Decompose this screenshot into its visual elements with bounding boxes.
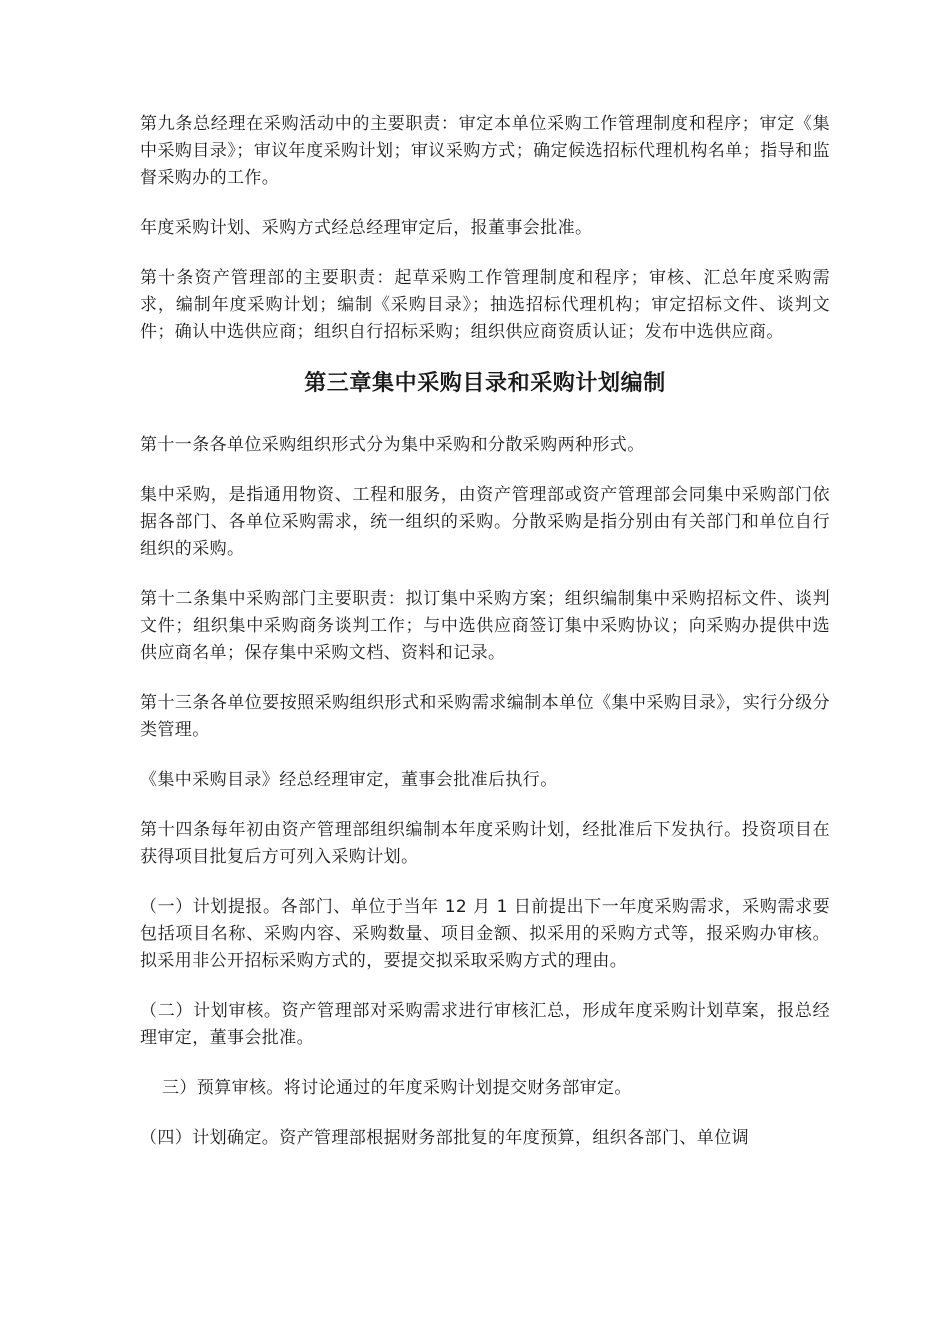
annual-plan-approval-paragraph: 年度采购计划、采购方式经总经理审定后，报董事会批准。 — [140, 218, 593, 238]
article-12-paragraph: 第十二条集中采购部门主要职责：拟订集中采购方案；组织编制集中采购招标文件、谈判文件；组织集中采购商务谈判工作；与中选供应商签订集中采购协议；向采购办提供中选供应商名单；保存集中采购文档、资料和记录。 — [140, 589, 830, 663]
article-13-paragraph: 第十三条各单位要按照采购组织形式和采购需求编制本单位《集中采购目录》，实行分级分类管理。 — [140, 693, 830, 740]
document-page — [140, 111, 830, 1175]
article-14-paragraph: 第十四条每年初由资产管理部组织编制本年度采购计划，经批准后下发执行。投资项目在获得项目批复后方可列入采购计划。 — [140, 820, 830, 867]
plan-submission-paragraph: （一）计划提报。各部门、单位于当年 12 月 1 日前提出下一年度采购需求，采购需求要包括项目名称、采购内容、采购数量、项目金额、拟采用的采购方式等，报采购办审核。拟采用非公开招标采购方式的，要提交拟采取采购方式的理由。 — [140, 897, 830, 971]
budget-review-paragraph: 三）预算审核。将讨论通过的年度采购计划提交财务部审定。 — [162, 1078, 632, 1098]
article-9-paragraph: 第九条总经理在采购活动中的主要职责：审定本单位采购工作管理制度和程序；审定《集中采购目录》；审议年度采购计划；审议采购方式；确定候选招标代理机构名单；指导和监督采购办的工作。 — [140, 114, 830, 188]
article-10-paragraph: 第十条资产管理部的主要职责：起草采购工作管理制度和程序；审核、汇总年度采购需求，编制年度采购计划；编制《采购目录》；抽选招标代理机构；审定招标文件、谈判文件；确认中选供应商；组织自行招标采购；组织供应商资质认证；发布中选供应商。 — [140, 268, 830, 342]
centralized-procurement-definition-paragraph: 集中采购，是指通用物资、工程和服务，由资产管理部或资产管理部会同集中采购部门依据各部门、各单位采购需求，统一组织的采购。分散采购是指分别由有关部门和单位自行组织的采购。 — [140, 485, 830, 559]
plan-confirmation-paragraph: （四）计划确定。资产管理部根据财务部批复的年度预算，组织各部门、单位调 — [140, 1128, 749, 1148]
article-11-paragraph: 第十一条各单位采购组织形式分为集中采购和分散采购两种形式。 — [140, 435, 645, 455]
plan-review-paragraph: （二）计划审核。资产管理部对采购需求进行审核汇总，形成年度采购计划草案，报总经理审定，董事会批准。 — [140, 1001, 830, 1048]
catalog-approval-paragraph: 《集中采购目录》经总经理审定，董事会批准后执行。 — [140, 770, 558, 790]
chapter-title: 第三章集中采购目录和采购计划编制 — [304, 371, 666, 396]
